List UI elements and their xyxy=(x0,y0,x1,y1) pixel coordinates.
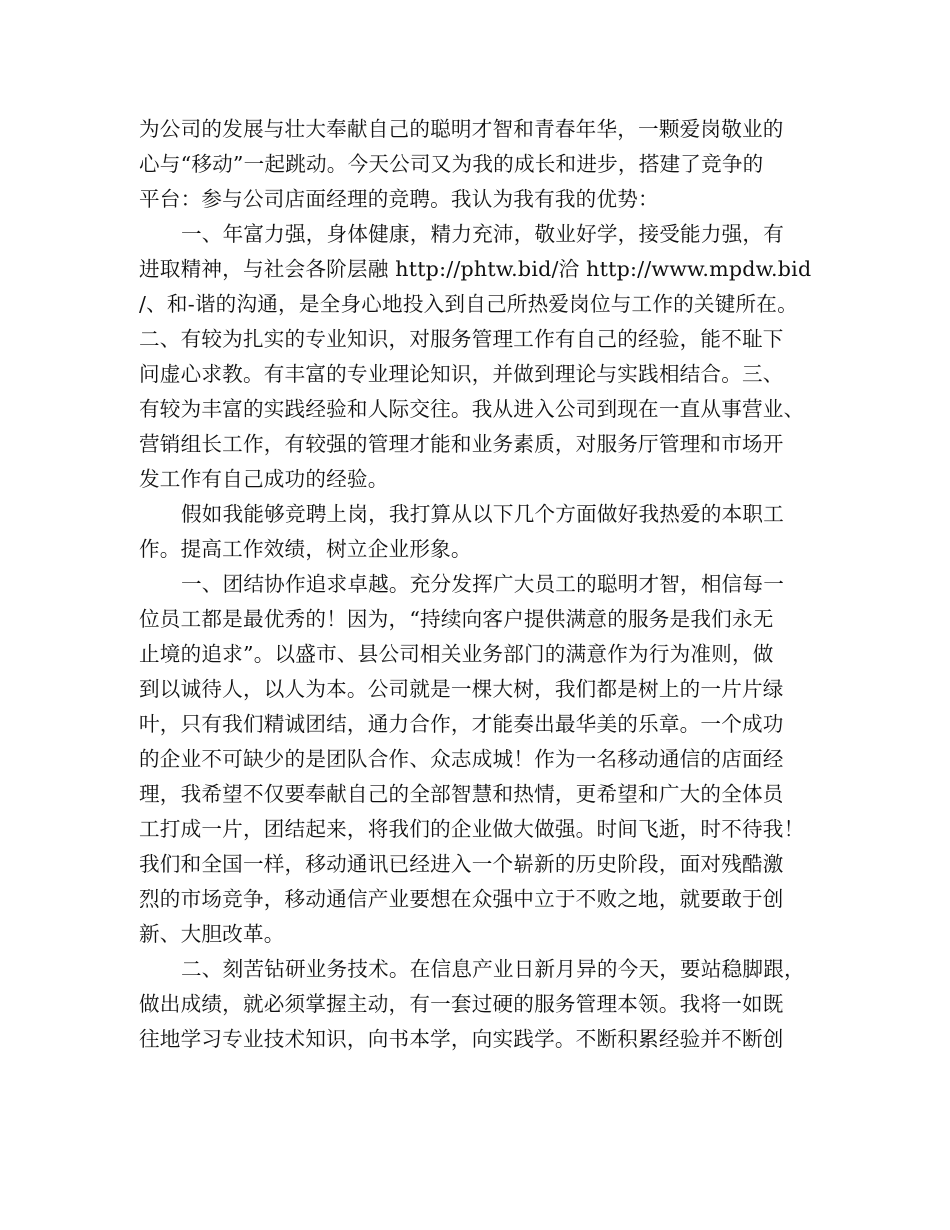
text-line: 烈的市场竞争，移动通信产业要想在众强中立于不败之地，就要敢于创 xyxy=(139,887,784,911)
text-line-with-links: 进取精神，与社会各阶层融 http://phtw.bid/洽 http://www.mpdw.bid xyxy=(139,257,812,281)
text-line: 我们和全国一样，移动通讯已经进入一个崭新的历史阶段，面对残酷激 xyxy=(139,852,784,876)
text-line: 工打成一片，团结起来，将我们的企业做大做强。时间飞逝，时不待我！ xyxy=(139,817,805,841)
text-line: 二、有较为扎实的专业知识，对服务管理工作有自己的经验，能不耻下 xyxy=(139,327,784,351)
text-line: 位员工都是最优秀的！因为，“持续向客户提供满意的服务是我们永无 xyxy=(139,607,774,631)
text-line: 做出成绩，就必须掌握主动，有一套过硬的服务管理本领。我将一如既 xyxy=(139,992,784,1016)
text-line: 止境的追求”。以盛市、县公司相关业务部门的满意作为行为准则，做 xyxy=(139,642,774,666)
text-line: 新、大胆改革。 xyxy=(139,922,285,946)
text-line: 有较为丰富的实践经验和人际交往。我从进入公司到现在一直从事营业、 xyxy=(139,397,805,421)
text-line: 的企业不可缺少的是团队合作、众志成城！作为一名移动通信的店面经 xyxy=(139,747,784,771)
paragraph-start-line: 一、团结协作追求卓越。充分发挥广大员工的聪明才智，相信每一 xyxy=(181,572,785,596)
text-line: 作。提高工作效绩，树立企业形象。 xyxy=(139,537,472,561)
paragraph-start-line: 假如我能够竞聘上岗，我打算从以下几个方面做好我热爱的本职工 xyxy=(181,502,785,526)
text-line: 心与“移动”一起跳动。今天公司又为我的成长和进步，搭建了竞争的 xyxy=(139,152,764,176)
text-line: 为公司的发展与壮大奉献自己的聪明才智和青春年华，一颗爱岗敬业的 xyxy=(139,117,784,141)
paragraph-start-line: 二、刻苦钻研业务技术。在信息产业日新月异的今天，要站稳脚跟， xyxy=(181,957,805,981)
paragraph-start-line: 一、年富力强，身体健康，精力充沛，敬业好学，接受能力强，有 xyxy=(181,222,785,246)
text-line: /、和-谐的沟通，是全身心地投入到自己所热爱岗位与工作的关键所在。 xyxy=(139,292,798,316)
text-line: 营销组长工作，有较强的管理才能和业务素质，对服务厅管理和市场开 xyxy=(139,432,784,456)
text-line: 理，我希望不仅要奉献自己的全部智慧和热情，更希望和广大的全体员 xyxy=(139,782,784,806)
text-line: 平台：参与公司店面经理的竞聘。我认为我有我的优势： xyxy=(139,187,659,211)
text-line: 发工作有自己成功的经验。 xyxy=(139,467,389,491)
text-line: 到以诚待人，以人为本。公司就是一棵大树，我们都是树上的一片片绿 xyxy=(139,677,784,701)
document-body xyxy=(139,112,839,1057)
text-line: 叶，只有我们精诚团结，通力合作，才能奏出最华美的乐章。一个成功 xyxy=(139,712,784,736)
text-line: 往地学习专业技术知识，向书本学，向实践学。不断积累经验并不断创 xyxy=(139,1027,784,1051)
text-line: 问虚心求教。有丰富的专业理论知识，并做到理论与实践相结合。三、 xyxy=(139,362,784,386)
